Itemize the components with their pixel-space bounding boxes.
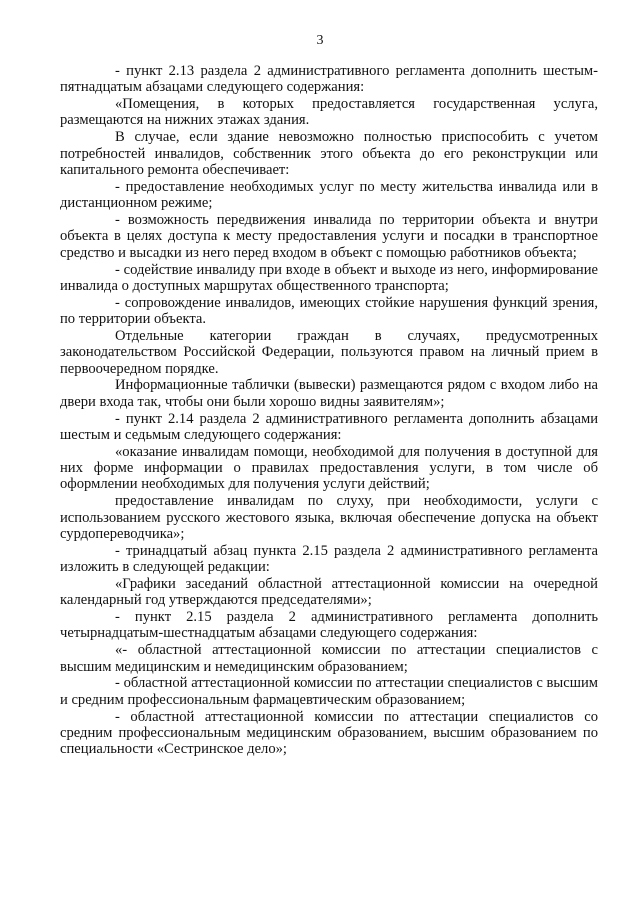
- paragraph: - пункт 2.15 раздела 2 административного регламента дополнить четырнадцатым-шестнадцатым абзацами следующего содержания:: [60, 609, 598, 642]
- paragraph: - тринадцатый абзац пункта 2.15 раздела 2 административного регламента изложить в следующей редакции:: [60, 542, 598, 576]
- paragraph: - возможность передвижения инвалида по территории объекта и внутри объекта в целях доступа к месту предоставления услуги и посадки в транспортное средство и высадки из него перед входом в объект с помощью работников объекта;: [60, 212, 598, 261]
- paragraph: «оказание инвалидам помощи, необходимой для получения в доступной для них форме информации о правилах предоставления услуги, в том числе об оформлении необходимых для получения услуги действий;: [60, 443, 598, 493]
- paragraph: - содействие инвалиду при входе в объект и выходе из него, информирование инвалида о доступных маршрутах общественного транспорта;: [60, 261, 598, 294]
- document-body: [60, 63, 598, 758]
- paragraph: «- областной аттестационной комиссии по аттестации специалистов с высшим медицинским и немедицинским образованием;: [60, 642, 598, 675]
- paragraph: Информационные таблички (вывески) размещаются рядом с входом либо на двери входа так, чтобы они были хорошо видны заявителям»;: [60, 377, 598, 410]
- paragraph: - областной аттестационной комиссии по аттестации специалистов с высшим и средним профессиональным фармацевтическим образованием;: [60, 675, 598, 708]
- paragraph: - областной аттестационной комиссии по аттестации специалистов со средним профессиональным медицинским образованием, высшим образованием по специальности «Сестринское дело»;: [60, 708, 598, 758]
- paragraph: - пункт 2.14 раздела 2 административного регламента дополнить абзацами шестым и седьмым следующего содержания:: [60, 410, 598, 443]
- paragraph: «Графики заседаний областной аттестационной комиссии на очередной календарный год утверждаются председателями»;: [60, 575, 598, 609]
- paragraph: В случае, если здание невозможно полностью приспособить с учетом потребностей инвалидов, собственник этого объекта до его реконструкции или капитального ремонта обеспечивает:: [60, 129, 598, 178]
- paragraph: - сопровождение инвалидов, имеющих стойкие нарушения функций зрения, по территории объекта.: [60, 294, 598, 328]
- paragraph: Отдельные категории граждан в случаях, предусмотренных законодательством Российской Федерации, пользуются правом на личный прием в первоочередном порядке.: [60, 327, 598, 377]
- paragraph: - предоставление необходимых услуг по месту жительства инвалида или в дистанционном режиме;: [60, 178, 598, 212]
- paragraph: - пункт 2.13 раздела 2 административного регламента дополнить шестым-пятнадцатым абзацами следующего содержания:: [60, 63, 598, 96]
- paragraph: «Помещения, в которых предоставляется государственная услуга, размещаются на нижних этажах здания.: [60, 96, 598, 129]
- paragraph: предоставление инвалидам по слуху, при необходимости, услуги с использованием русского жестового языка, включая обеспечение допуска на объект сурдопереводчика»;: [60, 493, 598, 542]
- page-number: 3: [316, 33, 324, 48]
